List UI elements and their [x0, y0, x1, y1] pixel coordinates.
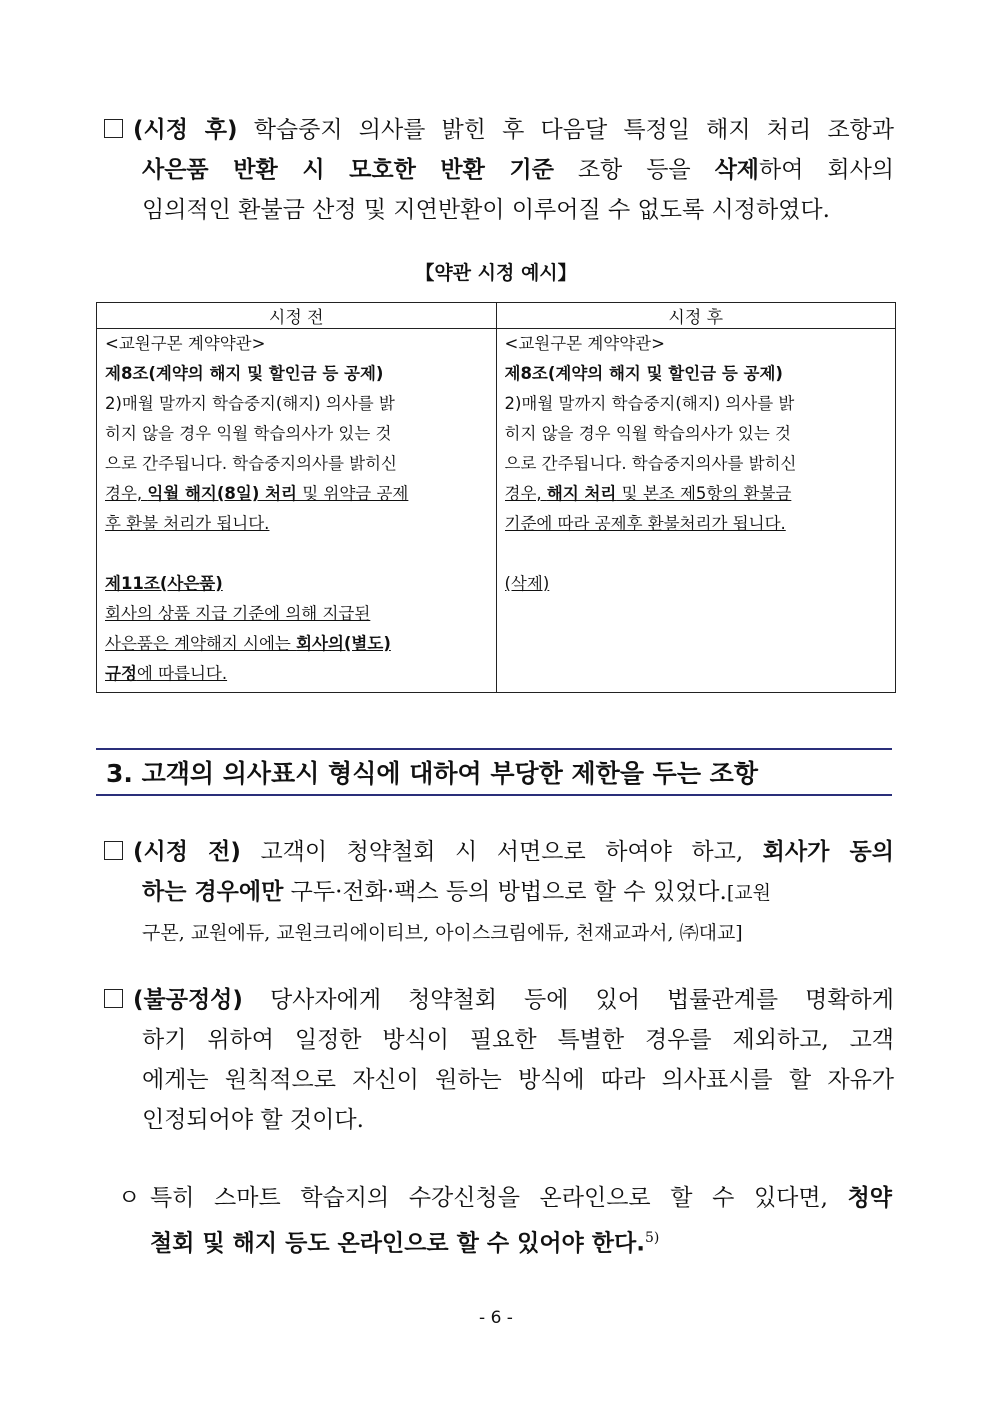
- text: 당사자에게 청약철회 등에 있어 법률관계를 명확하게: [242, 987, 894, 1013]
- paragraph-line: [104, 150, 894, 190]
- text: 학습중지 의사를 밝힌 후 다음달 특정일 해지 처리 조항과: [237, 117, 894, 143]
- label-unfair: (불공정성): [133, 987, 243, 1013]
- footnote-ref[interactable]: 5): [644, 1230, 660, 1246]
- paragraph-line: [104, 980, 894, 1020]
- bullet-paragraph: [118, 1178, 892, 1264]
- clause-line: [105, 629, 488, 659]
- text: 하여 회사의: [759, 157, 895, 183]
- clause-line: 기준에 따라 공제후 환불처리가 됩니다.: [504, 514, 786, 533]
- text: 경우,: [504, 484, 547, 503]
- checkbox-square-icon: [104, 841, 123, 860]
- deleted-note: (삭제): [504, 574, 550, 593]
- text: 조항 등을: [553, 157, 715, 183]
- cell-after: [496, 329, 896, 693]
- paragraph-line: [104, 110, 894, 150]
- contract-title: <교원구몬 계약약관>: [105, 334, 266, 353]
- clause-line: 2)매월 말까지 학습중지(해지) 의사를 밝: [105, 394, 395, 413]
- label-before: (시정 전): [133, 839, 241, 865]
- text: 특히 스마트 학습지의 수강신청을 온라인으로 할 수 있다면,: [150, 1185, 848, 1211]
- paragraph-line: 임의적인 환불금 산정 및 지연반환이 이루어질 수 없도록 시정하였다.: [142, 197, 830, 223]
- bold-text: 철회 및 해지 등도 온라인으로 할 수 있어야 한다.: [150, 1230, 645, 1257]
- label-after: (시정 후): [133, 117, 238, 143]
- checkbox-square-icon: [104, 989, 123, 1008]
- bold-text: 해지 처리: [546, 484, 617, 503]
- article-title: 제8조(계약의 해지 및 할인금 등 공제): [504, 364, 783, 383]
- table-caption: 【약관 시정 예시】: [415, 262, 577, 284]
- bold-text: 회사의(별도): [296, 634, 391, 653]
- text: [교원: [726, 882, 771, 904]
- header-after: 시정 후: [496, 303, 896, 329]
- paragraph-line: [104, 872, 894, 913]
- bold-text: 익월 해지(8일) 처리: [147, 484, 297, 503]
- clause-line: [105, 479, 488, 509]
- text: 에 따릅니다.: [136, 664, 228, 683]
- paragraph-line: [118, 1178, 892, 1218]
- clause-line: [105, 659, 488, 689]
- bold-text: 회사가 동의: [762, 839, 894, 865]
- clause-line: [505, 479, 888, 509]
- section-heading: 3. 고객의 의사표시 형식에 대하여 부당한 제한을 두는 조항: [96, 748, 892, 796]
- paragraph-line: 구몬, 교원에듀, 교원크리에이티브, 아이스크림에듀, 천재교과서, ㈜대교]: [142, 922, 743, 944]
- terms-correction-table: [96, 302, 896, 693]
- page-number: - 6 -: [479, 1308, 513, 1328]
- text: 사은품은 계약해지 시에는: [105, 634, 297, 653]
- spacer: [105, 539, 488, 569]
- clause-line: 후 환불 처리가 됩니다.: [105, 514, 270, 533]
- clause-line: 히지 않을 경우 익월 학습의사가 있는 것: [105, 424, 392, 443]
- before-correction-paragraph: [104, 832, 894, 953]
- text: 경우,: [105, 484, 148, 503]
- bold-text: 사은품 반환 시 모호한 반환 기준: [142, 157, 554, 183]
- paragraph-line: [118, 1218, 892, 1264]
- after-correction-paragraph: [104, 110, 894, 230]
- article-title: 제11조(사은품): [105, 574, 223, 593]
- text: 고객이 청약철회 시 서면으로 하여야 하고,: [240, 839, 763, 865]
- bold-text: 규정: [105, 664, 137, 683]
- bold-text: 청약: [847, 1185, 892, 1211]
- bold-text: 삭제: [714, 157, 759, 183]
- clause-line: 회사의 상품 지급 기준에 의해 지급된: [105, 604, 371, 623]
- paragraph-line: [104, 832, 894, 872]
- clause-line: 히지 않을 경우 익월 학습의사가 있는 것: [504, 424, 791, 443]
- clause-line: 으로 간주됩니다. 학습중지의사를 밝히신: [504, 454, 797, 473]
- text: 및 위약금 공제: [297, 484, 409, 503]
- text: 구두·전화·팩스 등의 방법으로 할 수 있었다.: [283, 879, 727, 905]
- checkbox-square-icon: [104, 119, 123, 138]
- spacer: [505, 539, 888, 569]
- article-title: 제8조(계약의 해지 및 할인금 등 공제): [105, 364, 384, 383]
- paragraph-line: 에게는 원칙적으로 자신이 원하는 방식에 따라 의사표시를 할 자유가: [142, 1067, 894, 1093]
- header-before: 시정 전: [97, 303, 497, 329]
- paragraph-line: 하기 위하여 일정한 방식이 필요한 특별한 경우를 제외하고, 고객: [142, 1027, 894, 1053]
- bullet-mark: ㅇ: [118, 1185, 141, 1211]
- clause-line: 2)매월 말까지 학습중지(해지) 의사를 밝: [504, 394, 795, 413]
- text: 및 본조 제5항의 환불금: [616, 484, 792, 503]
- paragraph-line: 인정되어야 할 것이다.: [142, 1107, 364, 1133]
- cell-before: [97, 329, 497, 693]
- clause-line: 으로 간주됩니다. 학습중지의사를 밝히신: [105, 454, 397, 473]
- contract-title: <교원구몬 계약약관>: [504, 334, 665, 353]
- bold-text: 하는 경우에만: [142, 879, 284, 905]
- unfairness-paragraph: [104, 980, 894, 1140]
